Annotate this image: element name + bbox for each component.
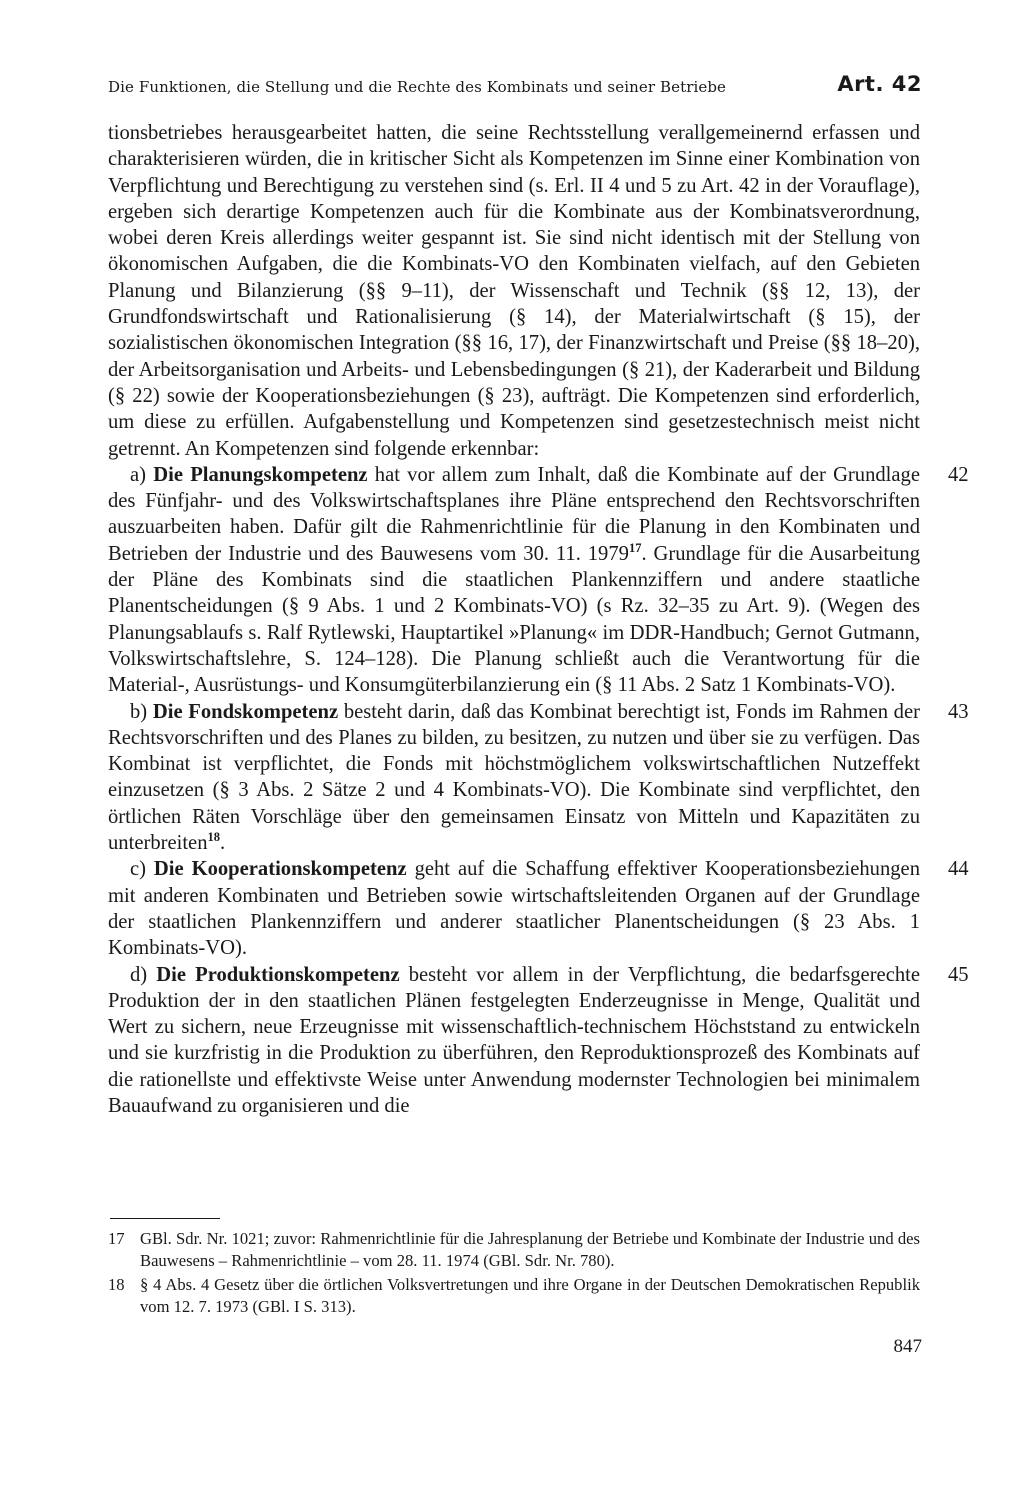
main-text: [108, 120, 969, 1119]
paragraph-text: besteht vor allem in der Verpflichtung, die bedarfsgerechte Produktion der in den staatlichen Plänen festgelegten Enderzeugnisse in Menge, Qualität und Wert zu sichern, neue Erzeugnisse mit wissenschaftlich-technischem Höchststand zu entwickeln und sie kurzfristig in die Produktion zu überführen, den Reproduktionsprozeß des Kombinats auf die rationellste und effektivste Weise unter Anwendung modernster Technologien bei minimalem Bauaufwand zu organisieren und die: [108, 963, 920, 1117]
term-bold: Die Kooperationskompetenz: [153, 858, 407, 881]
item-marker: d): [130, 963, 157, 986]
paragraph-text: geht auf die Schaffung effektiver Kooperationsbeziehungen mit anderen Kombinaten und Betrieben sowie wirtschaftsleitenden Organen auf der Grundlage der staatlichen Plankennziffern und anderer staatlicher Planentscheidungen (§ 23 Abs. 1 Kombinats-VO).: [108, 858, 920, 960]
paragraph-text: . Grundlage für die Ausarbeitung der Pläne des Kombinats sind die staatlichen Plankennziffern und andere staatliche Planentscheidungen (§ 9 Abs. 1 und 2 Kombinats-VO) (s Rz. 32–35 zu Art. 9). (Wegen des Planungsablaufs s. Ralf Rytlewski, Hauptartikel »Planung« im DDR-Handbuch; Gernot Gutmann, Volkswirtschaftslehre, S. 124–128). Die Planung schließt auch die Verantwortung für die Material-, Ausrüstungs- und Konsumgüterbilanzierung ein (§ 11 Abs. 2 Satz 1 Kombinats-VO).: [108, 542, 920, 697]
margin-number: 43: [948, 700, 969, 723]
term-bold: Die Produktionskompetenz: [156, 963, 400, 986]
footnote: [108, 1228, 920, 1271]
item-marker: c): [130, 858, 154, 881]
term-bold: Die Planungskompetenz: [153, 463, 368, 486]
paragraph-text: .: [220, 832, 226, 855]
margin-number: 45: [948, 963, 969, 986]
page-number: 847: [893, 1336, 922, 1357]
footnote-text: § 4 Abs. 4 Gesetz über die örtlichen Volksvertretungen und ihre Organe in der Deutschen Demokratischen Republik vom 12. 7. 1973 (GBl. I S. 313).: [140, 1275, 920, 1316]
footnotes: [108, 1228, 920, 1320]
footnote: [108, 1274, 920, 1317]
footnote-reference: 18: [207, 830, 220, 845]
footnote-divider: [110, 1218, 220, 1219]
item-marker: b): [130, 700, 153, 723]
footnote-number: 17: [108, 1229, 125, 1248]
footnote-text: GBl. Sdr. Nr. 1021; zuvor: Rahmenrichtlinie für die Jahresplanung der Betriebe und Kombinate der Industrie und des Bauwesens – Rahmenrichtlinie – vom 28. 11. 1974 (GBl. Sdr. Nr. 780).: [140, 1229, 920, 1270]
footnote-reference: 17: [628, 540, 642, 555]
term-bold: Die Fondskompetenz: [152, 700, 339, 723]
item-marker: a): [130, 463, 154, 486]
footnote-number: 18: [108, 1275, 125, 1294]
margin-number: 42: [948, 463, 969, 486]
paragraph-a: [108, 462, 969, 699]
paragraph-c: [108, 856, 969, 961]
paragraph-d: [108, 962, 969, 1120]
intro-paragraph: tionsbetriebes herausgearbeitet hatten, die seine Rechtsstellung verallgemeinernd erfassen und charakterisieren würden, die in kritischer Sicht als Kompetenzen im Sinne einer Kombination von Verpflichtung und Berechtigung zu verstehen sind (s. Erl. II 4 und 5 zu Art. 42 in der Vorauflage), ergeben sich derartige Kompetenzen auch für die Kombinate aus der Kombinatsverordnung, wobei deren Kreis allerdings weiter gespannt ist. Sie sind nicht identisch mit der Stellung von ökonomischen Aufgaben, die die Kombinats-VO den Kombinaten vielfach, auf den Gebieten Planung und Bilanzierung (§§ 9–11), der Wissenschaft und Technik (§§ 12, 13), der Grundfondswirtschaft und Rationalisierung (§ 14), der Materialwirtschaft (§ 15), der sozialistischen ökonomischen Integration (§§ 16, 17), der Finanzwirtschaft und Preise (§§ 18–20), der Arbeitsorganisation und Arbeits- und Lebensbedingungen (§ 21), der Kaderarbeit und Bildung (§ 22) sowie der Kooperationsbeziehungen (§ 23), aufträgt. Die Kompetenzen sind erforderlich, um diese zu erfüllen. Aufgabenstellung und Kompetenzen sind gesetzestechnisch meist nicht getrennt. An Kompetenzen sind folgende erkennbar:: [108, 122, 920, 460]
paragraph-b: [108, 699, 969, 857]
paragraph-text: hat vor allem zum Inhalt, daß die Kombinate auf der Grundlage des Fünfjahr- und des Volkswirtschaftsplanes ihre Pläne entsprechend den Rechtsvorschriften auszuarbeiten haben. Dafür gilt die Rahmenrichtlinie für die Planung in den Kombinaten und Betrieben der Industrie und des Bauwesens vom 30. 11. 1979: [108, 463, 920, 565]
margin-number: 44: [948, 858, 969, 881]
paragraph-text: besteht darin, daß das Kombinat berechtigt ist, Fonds im Rahmen der Rechtsvorschriften und des Planes zu bilden, zu besitzen, zu nutzen und über sie zu verfügen. Das Kombinat ist verpflichtet, die Fonds mit höchstmöglichem volkswirtschaftlichen Nutzeffekt einzusetzen (§ 3 Abs. 2 Sätze 2 und 4 Kombinats-VO). Die Kombinate sind verpflichtet, den örtlichen Räten Vorschläge über den gemeinsamen Einsatz von Mitteln und Kapazitäten zu unterbreiten: [108, 700, 920, 855]
article-number: Art. 42: [837, 72, 922, 96]
running-title: Die Funktionen, die Stellung und die Rechte des Kombinats und seiner Betriebe: [108, 78, 727, 96]
